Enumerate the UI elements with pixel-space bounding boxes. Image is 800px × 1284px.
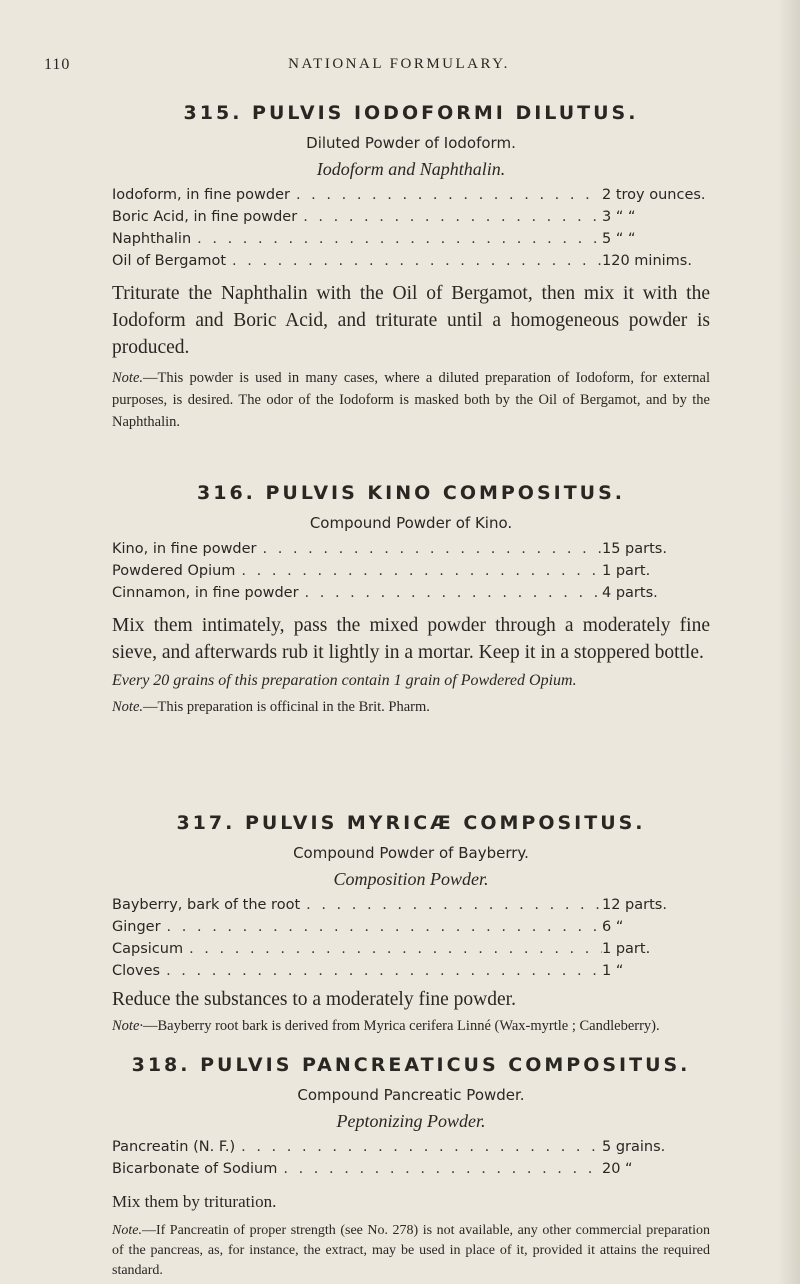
note-label: Note.: [112, 699, 144, 715]
ingredient-name: Cloves: [112, 963, 161, 979]
ingredient-list: [112, 894, 710, 982]
leader-dots: [299, 582, 602, 604]
ingredient-list: [112, 538, 710, 604]
note-text: —If Pancreatin of proper strength (see No. 278) is not available, any other commercial preparation of the pancreas, as, for instance, the extract, may be used in place of it, provided it attains the required standard.: [112, 1223, 710, 1278]
ingredient-qty: 4 parts.: [602, 585, 658, 601]
leader-dots: [297, 206, 602, 228]
note: [112, 696, 710, 718]
ingredient-row: [112, 560, 710, 582]
ingredient-name: Powdered Opium: [112, 563, 236, 579]
leader-dots: [161, 916, 602, 938]
ingredient-row: [112, 250, 710, 272]
section-subtitle: Diluted Powder of Iodoform.: [306, 134, 516, 152]
ingredient-qty: 6 “: [602, 919, 624, 935]
ingredient-qty: 120 minims.: [602, 253, 692, 269]
ingredient-row: [112, 1158, 710, 1180]
note-label: Note·: [112, 1018, 144, 1034]
ingredient-row: [112, 184, 710, 206]
ingredient-name: Ginger: [112, 919, 161, 935]
note-text: —This preparation is officinal in the Brit. Pharm.: [143, 699, 430, 715]
ingredient-name: Pancreatin (N. F.): [112, 1139, 236, 1155]
ingredient-row: [112, 916, 710, 938]
ingredient-row: [112, 228, 710, 250]
ingredient-name: Bayberry, bark of the root: [112, 897, 301, 913]
ingredient-list: [112, 184, 710, 272]
note-label: Note.: [112, 1223, 142, 1238]
ingredient-qty: 20 “: [602, 1161, 633, 1177]
ingredient-qty: 5 grains.: [602, 1139, 666, 1155]
running-title: NATIONAL FORMULARY.: [288, 56, 510, 72]
ingredient-qty: 12 parts.: [602, 897, 667, 913]
dosage-line: Every 20 grains of this preparation contain 1 grain of Powdered Opium.: [112, 672, 577, 689]
section-subtitle: Compound Powder of Bayberry.: [293, 844, 529, 862]
section-subsubtitle: Iodoform and Naphthalin.: [316, 159, 506, 179]
ingredient-name: Oil of Bergamot: [112, 253, 227, 269]
leader-dots: [191, 228, 602, 250]
ingredient-name: Cinnamon, in fine powder: [112, 585, 299, 601]
directions: Mix them by trituration.: [112, 1192, 277, 1211]
ingredient-qty: 1 “: [602, 963, 624, 979]
section-subtitle: Compound Pancreatic Powder.: [297, 1086, 525, 1104]
ingredient-qty: 3 “ “: [602, 209, 636, 225]
note: [112, 1221, 710, 1281]
note-text: —Bayberry root bark is derived from Myrica cerifera Linné (Wax-myrtle ; Candleberry).: [143, 1018, 660, 1034]
section-heading: 316. PULVIS KINO COMPOSITUS.: [197, 482, 625, 504]
leader-dots: [183, 938, 602, 960]
ingredient-row: [112, 582, 710, 604]
leader-dots: [160, 960, 602, 982]
ingredient-name: Bicarbonate of Sodium: [112, 1161, 278, 1177]
page-edge-shadow: [778, 0, 800, 1284]
leader-dots: [226, 250, 602, 272]
note: [112, 367, 710, 433]
leader-dots: [257, 538, 602, 560]
note: [112, 1015, 710, 1037]
ingredient-qty: 15 parts.: [602, 541, 667, 557]
ingredient-row: [112, 894, 710, 916]
page-header: [44, 56, 754, 80]
section-subtitle: Compound Powder of Kino.: [309, 514, 513, 532]
page-number: 110: [44, 56, 71, 73]
note-text: —This powder is used in many cases, where a diluted preparation of Iodoform, for external purposes, is desired. The odor of the Iodoform is masked both by the Oil of Bergamot, and by the Naphthalin.: [112, 370, 710, 430]
section-heading: 317. PULVIS MYRICÆ COMPOSITUS.: [176, 812, 646, 834]
ingredient-name: Iodoform, in fine powder: [112, 187, 290, 203]
ingredient-name: Kino, in fine powder: [112, 541, 257, 557]
ingredient-name: Naphthalin: [112, 231, 192, 247]
ingredient-name: Boric Acid, in fine powder: [112, 209, 298, 225]
note-label: Note.: [112, 370, 144, 386]
ingredient-row: [112, 938, 710, 960]
leader-dots: [235, 560, 602, 582]
ingredient-row: [112, 1136, 710, 1158]
ingredient-qty: 1 part.: [602, 941, 651, 957]
leader-dots: [300, 894, 602, 916]
ingredient-list: [112, 1136, 710, 1180]
ingredient-row: [112, 206, 710, 228]
section-heading: 315. PULVIS IODOFORMI DILUTUS.: [183, 102, 639, 124]
section-316: [112, 482, 710, 718]
ingredient-qty: 5 “ “: [602, 231, 636, 247]
directions: Triturate the Naphthalin with the Oil of Bergamot, then mix it with the Iodoform and Boric Acid, and triturate until a homogeneous powder is produced.: [112, 283, 710, 358]
ingredient-name: Capsicum: [112, 941, 184, 957]
section-315: [112, 102, 710, 433]
ingredient-row: [112, 538, 710, 560]
leader-dots: [290, 184, 602, 206]
section-subsubtitle: Composition Powder.: [333, 869, 489, 889]
directions: Mix them intimately, pass the mixed powder through a moderately fine sieve, and afterwards rub it lightly in a mortar. Keep it in a stoppered bottle.: [112, 615, 710, 663]
section-318: [112, 1054, 710, 1281]
ingredient-qty: 1 part.: [602, 563, 651, 579]
leader-dots: [235, 1136, 602, 1158]
leader-dots: [277, 1158, 602, 1180]
ingredient-row: [112, 960, 710, 982]
section-subsubtitle: Peptonizing Powder.: [336, 1111, 486, 1131]
ingredient-qty: 2 troy ounces.: [602, 187, 706, 203]
section-heading: 318. PULVIS PANCREATICUS COMPOSITUS.: [131, 1054, 691, 1076]
directions: Reduce the substances to a moderately fine powder.: [112, 989, 516, 1010]
section-317: [112, 812, 710, 1037]
